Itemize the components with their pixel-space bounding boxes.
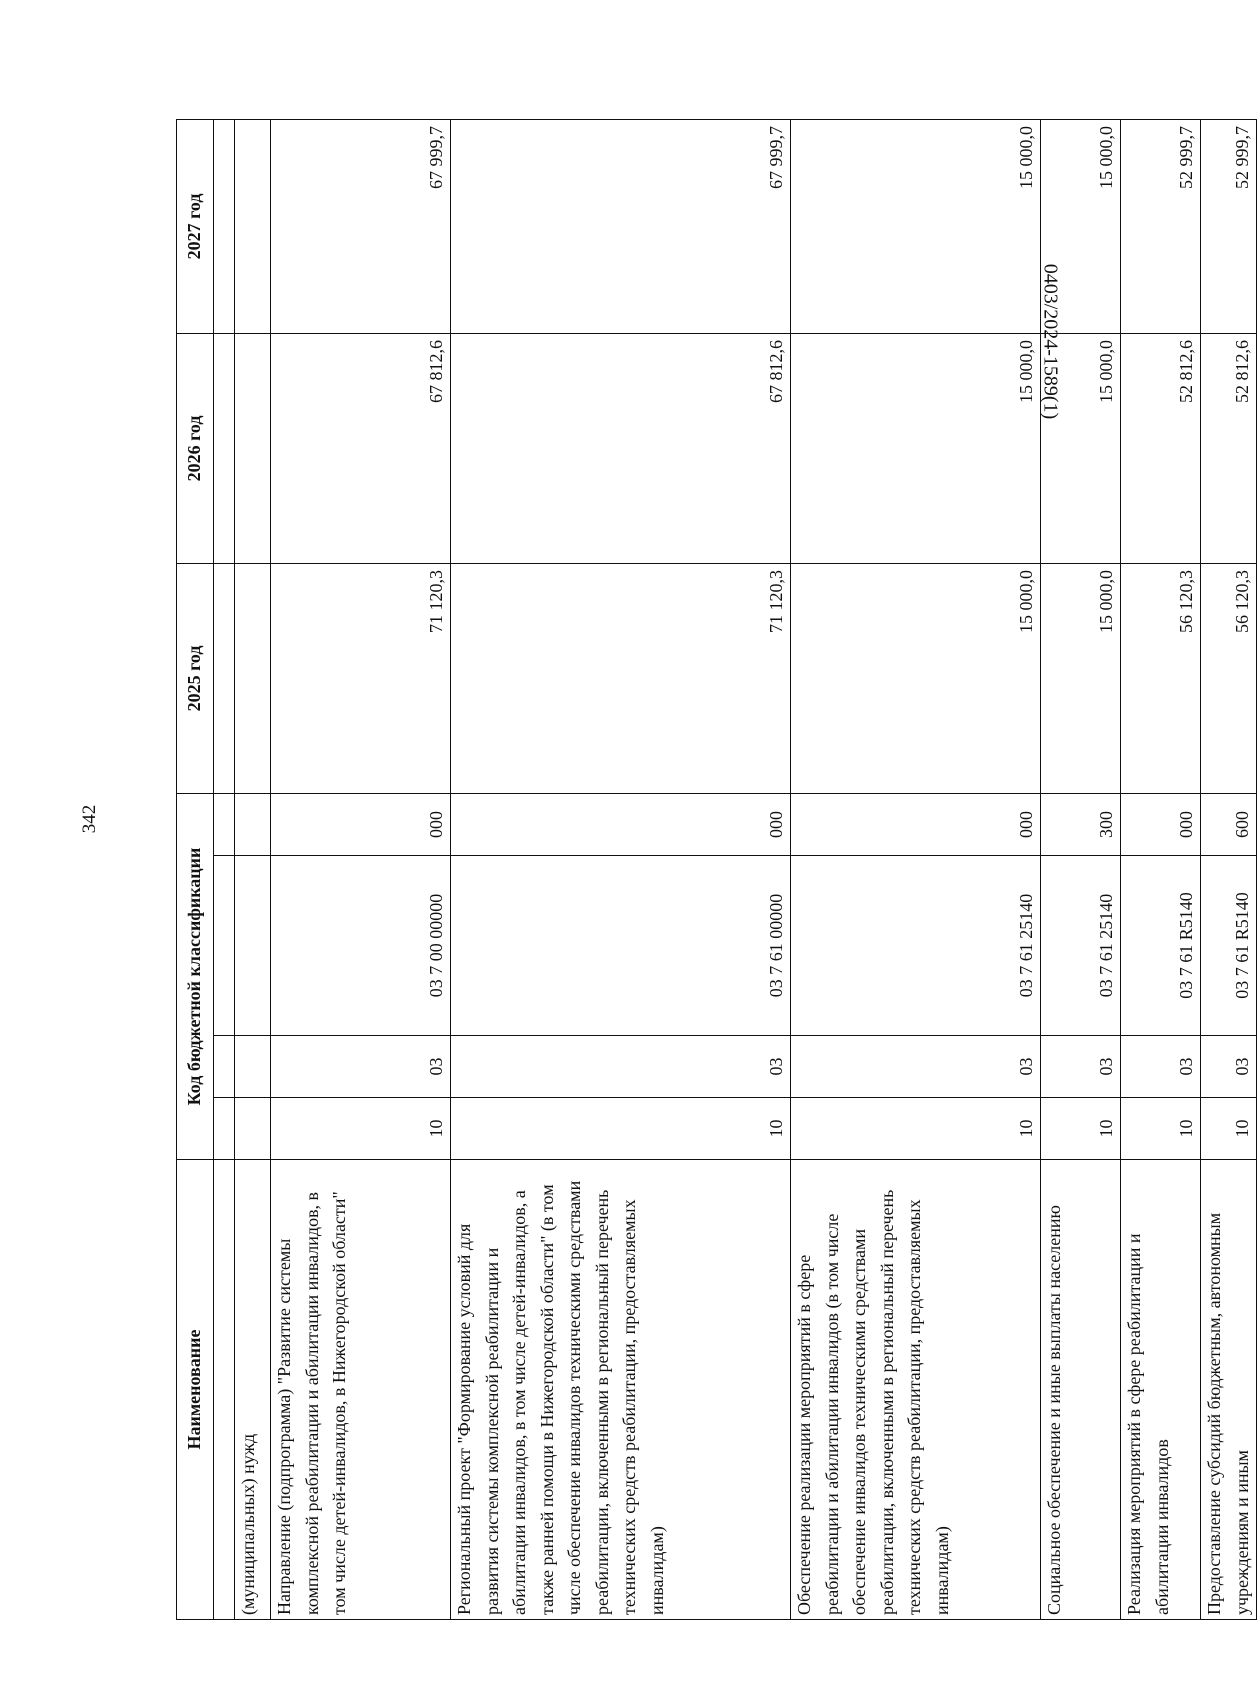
row-subsection: 03	[271, 1036, 451, 1098]
row-section: 10	[271, 1098, 451, 1160]
row-value-2027: 67 999,7	[271, 119, 451, 333]
row-subsection: 03	[791, 1036, 1041, 1098]
document-code: 0403/2024-1589(1)	[1039, 263, 1062, 420]
header-code-group: Код бюджетной классификации	[177, 793, 214, 1159]
row-value-2025: 71 120,3	[271, 563, 451, 793]
header-row	[177, 119, 214, 1619]
header-name: Наименование	[177, 1160, 214, 1620]
table-row	[271, 119, 451, 1619]
row-value-2027: 15 000,0	[1041, 119, 1121, 333]
row-name: Направление (подпрограмма) "Развитие системы комплексной реабилитации и абилитации инвалидов, в том числе детей-инвалидов, в Нижегородской области"	[271, 1160, 451, 1620]
row-section: 10	[451, 1098, 791, 1160]
row-section: 10	[1201, 1098, 1257, 1160]
row-expense-type: 600	[1201, 793, 1257, 855]
table-row	[235, 119, 271, 1619]
row-name: Социальное обеспечение и иные выплаты населению	[1041, 1160, 1121, 1620]
row-target-article: 03 7 61 25140	[1041, 856, 1121, 1036]
row-value-2025: 15 000,0	[791, 563, 1041, 793]
row-target-article: 03 7 61 00000	[451, 856, 791, 1036]
table-row	[451, 119, 791, 1619]
row-value-2027: 15 000,0	[791, 119, 1041, 333]
row-value-2025: 15 000,0	[1041, 563, 1121, 793]
row-value-2026	[235, 333, 271, 563]
row-section: 10	[1041, 1098, 1121, 1160]
row-expense-type: 000	[791, 793, 1041, 855]
row-value-2026: 15 000,0	[1041, 333, 1121, 563]
row-value-2025: 71 120,3	[451, 563, 791, 793]
row-subsection: 03	[451, 1036, 791, 1098]
row-value-2027: 52 999,7	[1201, 119, 1257, 333]
header-2025: 2025 год	[177, 563, 214, 793]
row-value-2025	[235, 563, 271, 793]
subheader-row	[214, 119, 235, 1619]
row-value-2026: 52 812,6	[1201, 333, 1257, 563]
row-subsection: 03	[1201, 1036, 1257, 1098]
row-name: Обеспечение реализации мероприятий в сфере реабилитации и абилитации инвалидов (в том числе обеспечение инвалидов техническими средствами реабилитации, включенными в региональный перечень технических средств реабилитации, предоставляемых инвалидам)	[791, 1160, 1041, 1620]
row-expense-type: 000	[1121, 793, 1201, 855]
row-subsection	[235, 1036, 271, 1098]
table-row	[1121, 119, 1201, 1619]
row-name: Предоставление субсидий бюджетным, автономным учреждениям и иным	[1201, 1160, 1257, 1620]
row-target-article: 03 7 61 R5140	[1201, 856, 1257, 1036]
row-section: 10	[791, 1098, 1041, 1160]
row-expense-type: 000	[271, 793, 451, 855]
row-name: Региональный проект "Формирование условий для развития системы комплексной реабилитации и абилитации инвалидов, в том числе детей-инвалидов, а также ранней помощи в Нижегородской области" (в том числе обеспечение инвалидов техническими средствами реабилитации, включенными в региональный перечень технических средств реабилитации, предоставляемых инвалидам)	[451, 1160, 791, 1620]
row-target-article: 03 7 00 00000	[271, 856, 451, 1036]
row-value-2027: 67 999,7	[451, 119, 791, 333]
row-name: Реализация мероприятий в сфере реабилитации и абилитации инвалидов	[1121, 1160, 1201, 1620]
row-target-article: 03 7 61 R5140	[1121, 856, 1201, 1036]
row-value-2025: 56 120,3	[1121, 563, 1201, 793]
row-value-2027	[235, 119, 271, 333]
row-value-2027: 52 999,7	[1121, 119, 1201, 333]
row-value-2026: 67 812,6	[451, 333, 791, 563]
row-expense-type	[235, 793, 271, 855]
header-2026: 2026 год	[177, 333, 214, 563]
table-row	[1201, 119, 1257, 1619]
row-value-2026: 15 000,0	[791, 333, 1041, 563]
row-target-article: 03 7 61 25140	[791, 856, 1041, 1036]
row-subsection: 03	[1121, 1036, 1201, 1098]
row-expense-type: 300	[1041, 793, 1121, 855]
row-target-article	[235, 856, 271, 1036]
row-section: 10	[1121, 1098, 1201, 1160]
header-2027: 2027 год	[177, 119, 214, 333]
page-number: 342	[79, 804, 100, 834]
row-subsection: 03	[1041, 1036, 1121, 1098]
row-value-2025: 56 120,3	[1201, 563, 1257, 793]
row-name: (муниципальных) нужд	[235, 1160, 271, 1620]
row-expense-type: 000	[451, 793, 791, 855]
row-value-2026: 52 812,6	[1121, 333, 1201, 563]
row-value-2026: 67 812,6	[271, 333, 451, 563]
row-section	[235, 1098, 271, 1160]
table-row	[791, 119, 1041, 1619]
budget-table	[176, 119, 1257, 1620]
